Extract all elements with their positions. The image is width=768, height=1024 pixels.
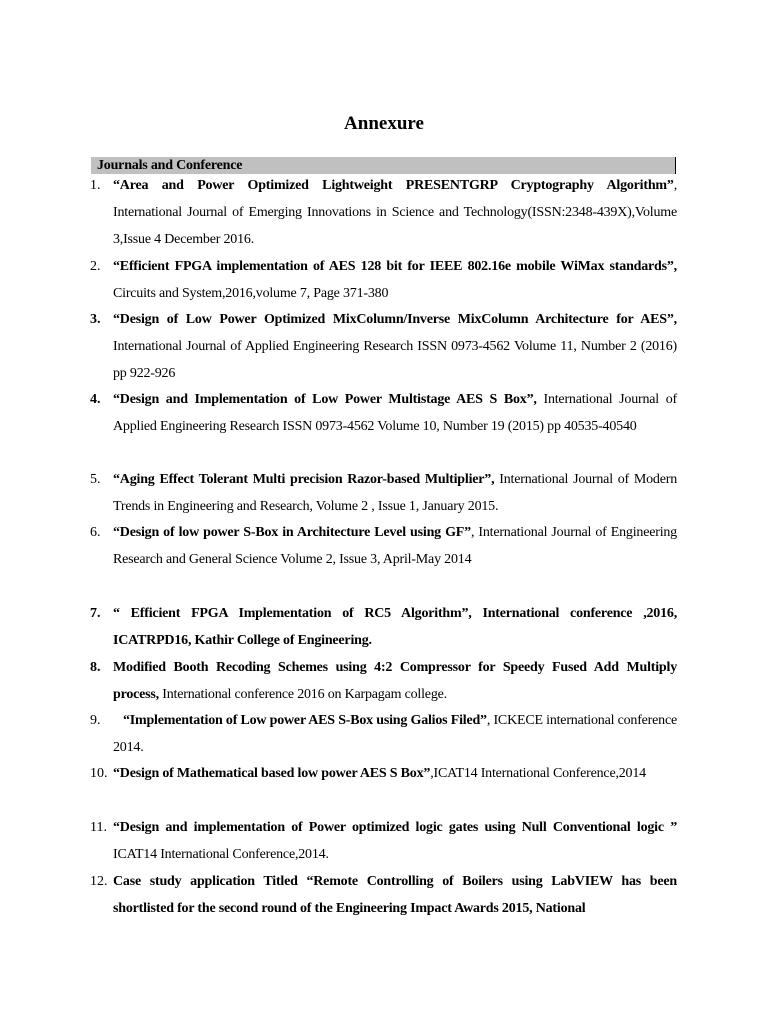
item-text	[113, 172, 677, 253]
item-text	[113, 760, 677, 787]
item-title: “Design of Mathematical based low power AES S Box”	[113, 766, 431, 781]
item-text	[113, 386, 677, 440]
item-text	[113, 868, 677, 922]
item-number: 9.	[90, 713, 101, 728]
item-text	[113, 519, 677, 573]
item-text	[113, 466, 677, 520]
item-text	[113, 654, 677, 708]
item-number: 5.	[90, 472, 101, 487]
item-details: , International Journal of Engineering Research and General Science Volume 2, Issue 3, April-May 2014	[113, 525, 677, 567]
item-number: 7.	[90, 606, 101, 621]
item-details: Circuits and System,2016,volume 7, Page 371-380	[113, 286, 389, 301]
item-details: International conference 2016 on Karpagam college.	[158, 687, 447, 702]
item-title: Modified Booth Recoding Schemes using 4:2 Compressor for Speedy Fused Add Multiply process,	[113, 660, 677, 702]
item-details: , ICKECE international conference 2014.	[113, 713, 677, 755]
item-number: 2.	[90, 259, 101, 274]
item-text	[113, 306, 677, 387]
item-title: “Area and Power Optimized Lightweight PRESENTGRP Cryptography Algorithm”	[113, 178, 674, 193]
item-number: 11.	[90, 820, 107, 835]
item-title: “Efficient FPGA implementation of AES 128 bit for IEEE 802.16e mobile WiMax standards”,	[113, 259, 677, 274]
item-title: Case study application Titled “Remote Controlling of Boilers using LabVIEW has been shortlisted for the second round of the Engineering Impact Awards 2015, National	[113, 874, 677, 916]
item-number: 8.	[90, 660, 101, 675]
item-title: “Design and implementation of Power optimized logic gates using Null Conventional logic ”	[113, 820, 677, 835]
item-text	[113, 707, 677, 761]
item-details: ,ICAT14 International Conference,2014	[430, 766, 646, 781]
page-title: Annexure	[344, 113, 424, 134]
item-text	[113, 600, 677, 654]
item-number: 12.	[90, 874, 108, 889]
item-details: International Journal of Applied Engineering Research ISSN 0973-4562 Volume 10, Number 19 (2015) pp 40535-40540	[113, 392, 677, 434]
item-details: International Journal of Modern Trends in Engineering and Research, Volume 2 , Issue 1, January 2015.	[113, 472, 678, 514]
item-details: ICAT14 International Conference,2014.	[113, 847, 329, 862]
item-number: 4.	[90, 392, 101, 407]
item-number: 3.	[90, 312, 101, 327]
item-number: 6.	[90, 525, 101, 540]
item-number: 1.	[90, 178, 101, 193]
item-title: “Aging Effect Tolerant Multi precision Razor-based Multiplier”,	[113, 472, 495, 487]
item-details: International Journal of Applied Engineering Research ISSN 0973-4562 Volume 11, Number 2 (2016) pp 922-926	[113, 339, 677, 381]
item-text	[113, 253, 677, 307]
section-header-label: Journals and Conference	[97, 158, 243, 173]
item-title: “ Efficient FPGA Implementation of RC5 Algorithm”, International conference ,2016, ICATRPD16, Kathir College of Engineering.	[113, 606, 677, 648]
item-title: “Implementation of Low power AES S-Box using Galios Filed”	[113, 713, 487, 728]
item-title: “Design and Implementation of Low Power Multistage AES S Box”,	[113, 392, 537, 407]
item-number: 10.	[90, 766, 108, 781]
item-text	[113, 814, 677, 868]
item-title: “Design of low power S-Box in Architecture Level using GF”	[113, 525, 471, 540]
item-title: “Design of Low Power Optimized MixColumn/Inverse MixColumn Architecture for AES”,	[113, 312, 677, 327]
item-details: , International Journal of Emerging Innovations in Science and Technology(ISSN:2348-439X),Volume 3,Issue 4 December 2016.	[113, 178, 677, 247]
